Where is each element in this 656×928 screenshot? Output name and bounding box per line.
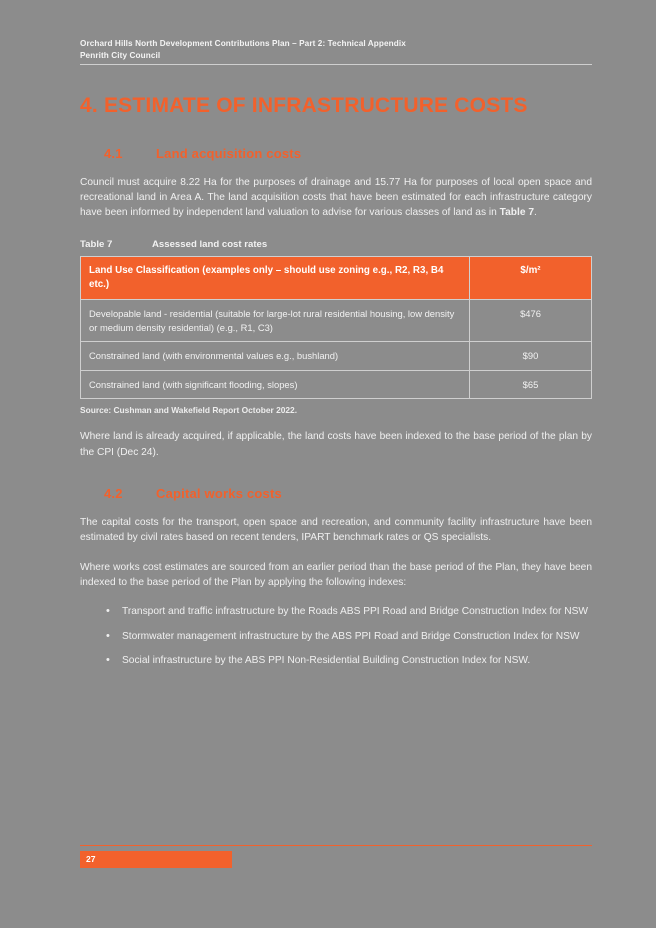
list-item: • Stormwater management infrastructure by the ABS PPI Road and Bridge Construction Index for NSW bbox=[106, 629, 592, 644]
table-caption-text: Assessed land cost rates bbox=[152, 238, 268, 250]
table-body bbox=[81, 299, 592, 399]
chapter-title-text: ESTIMATE OF INFRASTRUCTURE COSTS bbox=[103, 93, 528, 117]
index-list bbox=[80, 604, 592, 668]
table-caption bbox=[80, 239, 592, 250]
column-header-rate: $/m² bbox=[470, 256, 592, 299]
paragraph-text-part-1: Council must acquire 8.22 Ha for the purposes of drainage and 15.77 Ha for purposes of local open space and recreational land in Area A. The land acquisition costs that have been estimated for each infrastructure category have been informed by independent land valuation to advise for various classes of land as in bbox=[80, 176, 592, 219]
section-number-4-2: 4.2 bbox=[104, 486, 123, 502]
table-header bbox=[81, 256, 592, 299]
section-title-4-1: Land acquisition costs bbox=[156, 145, 302, 161]
table-row bbox=[81, 370, 592, 399]
table-header-row bbox=[81, 256, 592, 299]
cell-rate: $90 bbox=[470, 342, 592, 371]
table-row bbox=[81, 299, 592, 341]
cell-classification: Constrained land (with significant flooding, slopes) bbox=[81, 370, 470, 399]
document-header bbox=[80, 38, 592, 65]
chapter-number: 4. bbox=[80, 93, 98, 117]
section-title-4-2: Capital works costs bbox=[156, 486, 282, 502]
paragraph-capital-costs: The capital costs for the transport, open space and recreation, and community facility infrastructure have been estimated by civil rates based on recent tenders, IPART benchmark rates or QS specialists. bbox=[80, 517, 592, 544]
header-line-2: Penrith City Council bbox=[80, 50, 161, 60]
cell-rate: $476 bbox=[470, 299, 592, 341]
cell-rate: $65 bbox=[470, 370, 592, 399]
page-number-badge: 27 bbox=[80, 851, 232, 868]
header-line-1: Orchard Hills North Development Contributions Plan – Part 2: Technical Appendix bbox=[80, 39, 406, 48]
column-header-classification: Land Use Classification (examples only – should use zoning e.g., R2, R3, B4 etc.) bbox=[81, 256, 470, 299]
cell-classification: Developable land - residential (suitable for large-lot rural residential housing, low density or medium density residential) (e.g., R1, C3) bbox=[81, 299, 470, 341]
table-source-note: Source: Cushman and Wakefield Report October 2022. bbox=[80, 405, 298, 416]
page-content bbox=[80, 38, 592, 677]
cell-classification: Constrained land (with environmental values e.g., bushland) bbox=[81, 342, 470, 371]
paragraph-land-acquisition bbox=[80, 175, 592, 221]
list-item: • Transport and traffic infrastructure by the Roads ABS PPI Road and Bridge Construction Index for NSW bbox=[106, 604, 592, 619]
section-heading-4-2 bbox=[104, 486, 592, 501]
table-caption-label: Table 7 bbox=[80, 238, 113, 250]
footer-divider bbox=[80, 845, 592, 846]
paragraph-table-ref: Table 7 bbox=[499, 207, 535, 219]
list-item: • Social infrastructure by the ABS PPI Non-Residential Building Construction Index for NSW. bbox=[106, 653, 592, 668]
paragraph-indexation: Where land is already acquired, if applicable, the land costs have been indexed to the base period of the plan by the CPI (Dec 24). bbox=[80, 431, 592, 458]
paragraph-indexes-intro: Where works cost estimates are sourced from an earlier period than the base period of the Plan, they have been indexed to the base period of the Plan by applying the following indexes: bbox=[80, 561, 592, 588]
assessed-land-cost-rates-table bbox=[80, 256, 592, 400]
table-row bbox=[81, 342, 592, 371]
paragraph-text-part-2: . bbox=[534, 207, 537, 219]
section-number-4-1: 4.1 bbox=[104, 145, 123, 161]
header-divider bbox=[80, 64, 592, 65]
chapter-title bbox=[80, 93, 592, 120]
section-heading-4-1 bbox=[104, 146, 592, 161]
